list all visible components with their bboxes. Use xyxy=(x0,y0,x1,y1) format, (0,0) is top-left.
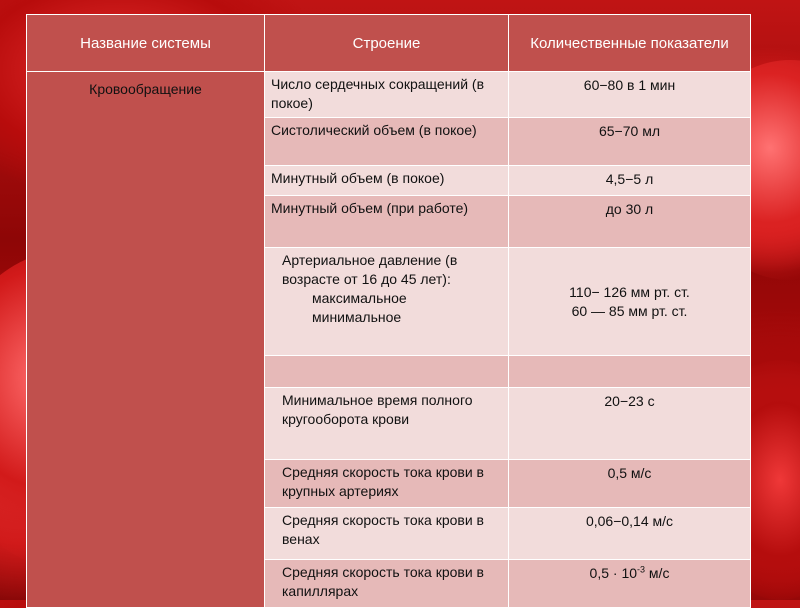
value-cell: до 30 л xyxy=(509,196,751,248)
header-system-name: Название системы xyxy=(27,15,265,72)
sub-parameter-min: минимальное xyxy=(312,309,402,325)
header-quantitative: Количественные показатели xyxy=(509,15,751,72)
value-cell: 60−80 в 1 мин xyxy=(509,72,751,118)
value-unit: м/с xyxy=(645,565,670,581)
parameter-cell: Число сердечных сокращений (в покое) xyxy=(265,72,509,118)
table-header-row xyxy=(27,15,751,72)
parameter-cell: Минимальное время полного кругооборота крови xyxy=(265,388,509,460)
parameter-cell: Минутный объем (в покое) xyxy=(265,166,509,196)
value-cell xyxy=(509,560,751,608)
value-cell xyxy=(509,248,751,356)
blood-pressure-label: Артериальное давление (в возрасте от 16 до 45 лет): xyxy=(282,252,458,287)
value-cell: 0,06−0,14 м/с xyxy=(509,508,751,560)
parameter-cell: Минутный объем (при работе) xyxy=(265,196,509,248)
circulation-table xyxy=(26,14,751,608)
value-cell xyxy=(509,356,751,388)
value-cell: 4,5−5 л xyxy=(509,166,751,196)
parameter-cell xyxy=(265,356,509,388)
sub-parameter-max: максимальное xyxy=(312,290,407,306)
value-cell: 65−70 мл xyxy=(509,118,751,166)
parameter-cell: Средняя скорость тока крови в капиллярах xyxy=(265,560,509,608)
parameter-cell: Систолический объем (в покое) xyxy=(265,118,509,166)
value-base: 0,5 · 10 xyxy=(589,565,638,581)
value-cell: 0,5 м/с xyxy=(509,460,751,508)
value-exponent: -3 xyxy=(637,564,646,575)
value-max: 110− 126 мм рт. ст. xyxy=(569,283,690,300)
value-min: 60 — 85 мм рт. ст. xyxy=(571,302,688,319)
value-cell: 20−23 с xyxy=(509,388,751,460)
header-structure: Строение xyxy=(265,15,509,72)
parameter-cell: Средняя скорость тока крови в венах xyxy=(265,508,509,560)
parameter-cell: Средняя скорость тока крови в крупных артериях xyxy=(265,460,509,508)
parameter-cell xyxy=(265,248,509,356)
system-name-cell: Кровообращение xyxy=(27,72,265,608)
table-row xyxy=(27,72,751,118)
